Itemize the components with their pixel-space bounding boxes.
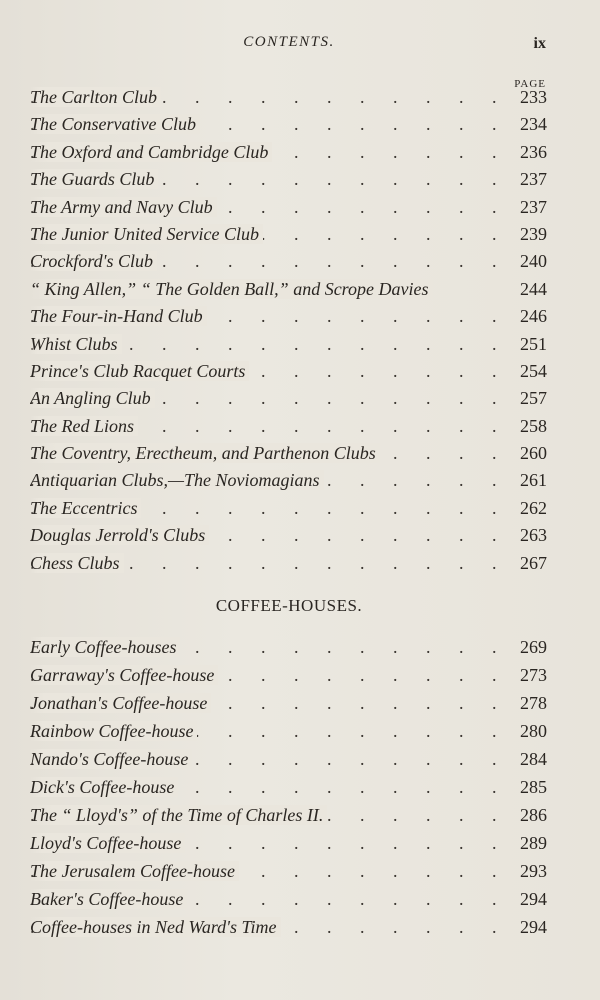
toc-entry-title: The Eccentrics (30, 498, 141, 518)
toc-entry-title: An Angling Club (30, 388, 155, 408)
toc-entry-title: Whist Clubs (30, 334, 122, 354)
toc-entry-page: 246 (520, 306, 547, 327)
toc-entry-page: 285 (520, 777, 547, 797)
toc-entry-title: Nando's Coffee-house (30, 749, 192, 769)
toc-entry-title: The Four-in-Hand Club (30, 306, 207, 326)
toc-entry-title: Garraway's Coffee-house (30, 665, 218, 685)
toc-entry-title: “ King Allen,” “ The Golden Ball,” and Scrope Davies (30, 279, 433, 299)
toc-entry-title: Dick's Coffee-house (30, 777, 178, 797)
toc-entry-page: 239 (520, 223, 547, 244)
toc-entry-title: Lloyd's Coffee-house (30, 833, 185, 853)
toc-entry-page: 244 (520, 278, 547, 299)
toc-entry-page: 240 (520, 251, 547, 272)
toc-entry-page: 280 (520, 721, 547, 741)
toc-entry (30, 84, 547, 111)
toc-entry-title: Antiquarian Clubs,—The Noviomagians (30, 470, 324, 490)
toc-entry-title: Coffee-houses in Ned Ward's Time (30, 917, 281, 937)
running-title: CONTENTS. (243, 34, 335, 50)
toc-entry (30, 522, 547, 549)
toc-entry-page: 273 (520, 665, 547, 685)
toc-entry (30, 139, 547, 166)
toc-entry-page: 262 (520, 497, 547, 518)
toc-entry-title: The Coventry, Erectheum, and Parthenon Clubs (30, 443, 380, 463)
toc-entry (30, 801, 547, 829)
toc-entry-title: Prince's Club Racquet Courts (30, 361, 249, 381)
toc-entry (30, 467, 547, 494)
toc-entry (30, 689, 547, 717)
toc-entry-page: 237 (520, 169, 547, 190)
toc-entry-title: The Jerusalem Coffee-house (30, 861, 239, 881)
toc-entry-title: Jonathan's Coffee-house (30, 693, 211, 713)
toc-entry-page: 234 (520, 114, 547, 135)
clubs-contents-list (30, 84, 547, 577)
toc-entry-page: 294 (520, 917, 547, 937)
toc-entry (30, 857, 547, 885)
toc-entry (30, 221, 547, 248)
toc-entry-title: Baker's Coffee-house (30, 889, 187, 909)
toc-entry (30, 248, 547, 275)
toc-entry-page: 267 (520, 552, 547, 573)
toc-entry-title: Douglas Jerrold's Clubs (30, 525, 209, 545)
toc-entry-title: The Carlton Club (30, 87, 161, 107)
toc-entry-page: 294 (520, 889, 547, 909)
toc-entry-title: The Conservative Club (30, 114, 200, 134)
toc-entry-title: The “ Lloyd's” of the Time of Charles II. (30, 805, 327, 825)
toc-entry-page: 284 (520, 749, 547, 769)
toc-entry-page: 263 (520, 525, 547, 546)
toc-entry-title: Rainbow Coffee-house (30, 721, 197, 741)
toc-entry-page: 237 (520, 196, 547, 217)
toc-entry (30, 194, 547, 221)
toc-entry (30, 661, 547, 689)
toc-entry-title: Chess Clubs (30, 553, 124, 573)
toc-entry-page: 289 (520, 833, 547, 853)
toc-entry-page: 261 (520, 470, 547, 491)
toc-entry-title: The Army and Navy Club (30, 197, 217, 217)
toc-entry (30, 331, 547, 358)
toc-entry-title: Crockford's Club (30, 251, 157, 271)
toc-entry-page: 269 (520, 637, 547, 657)
page-column-label: PAGE (514, 78, 546, 90)
toc-entry-page: 260 (520, 443, 547, 464)
toc-entry-page: 254 (520, 360, 547, 381)
toc-entry-title: The Oxford and Cambridge Club (30, 142, 272, 162)
toc-entry (30, 358, 547, 385)
toc-entry-title: Early Coffee-houses (30, 637, 180, 657)
toc-entry-page: 286 (520, 805, 547, 825)
toc-entry-title: The Junior United Service Club (30, 224, 263, 244)
toc-entry-page: 293 (520, 861, 547, 881)
toc-entry-page: 251 (520, 333, 547, 354)
toc-entry (30, 829, 547, 857)
toc-entry-title: The Red Lions (30, 416, 138, 436)
toc-entry (30, 440, 547, 467)
toc-entry (30, 111, 547, 138)
toc-entry (30, 913, 547, 941)
coffee-houses-contents-list (30, 633, 547, 941)
toc-entry (30, 166, 547, 193)
toc-entry (30, 303, 547, 330)
section-heading-coffee-houses: COFFEE-HOUSES. (215, 596, 363, 615)
toc-entry-page: 278 (520, 693, 547, 713)
toc-entry (30, 276, 547, 303)
toc-entry (30, 495, 547, 522)
toc-entry (30, 385, 547, 412)
toc-entry-page: 258 (520, 415, 547, 436)
toc-entry (30, 745, 547, 773)
toc-entry (30, 885, 547, 913)
toc-entry-page: 233 (520, 87, 547, 107)
page-number: ix (533, 35, 546, 52)
toc-entry-page: 257 (520, 388, 547, 409)
toc-entry (30, 773, 547, 801)
toc-entry (30, 550, 547, 577)
toc-entry (30, 633, 547, 661)
toc-entry-title: The Guards Club (30, 169, 158, 189)
toc-entry (30, 717, 547, 745)
running-head (0, 34, 600, 58)
toc-entry-page: 236 (520, 141, 547, 162)
toc-entry (30, 413, 547, 440)
